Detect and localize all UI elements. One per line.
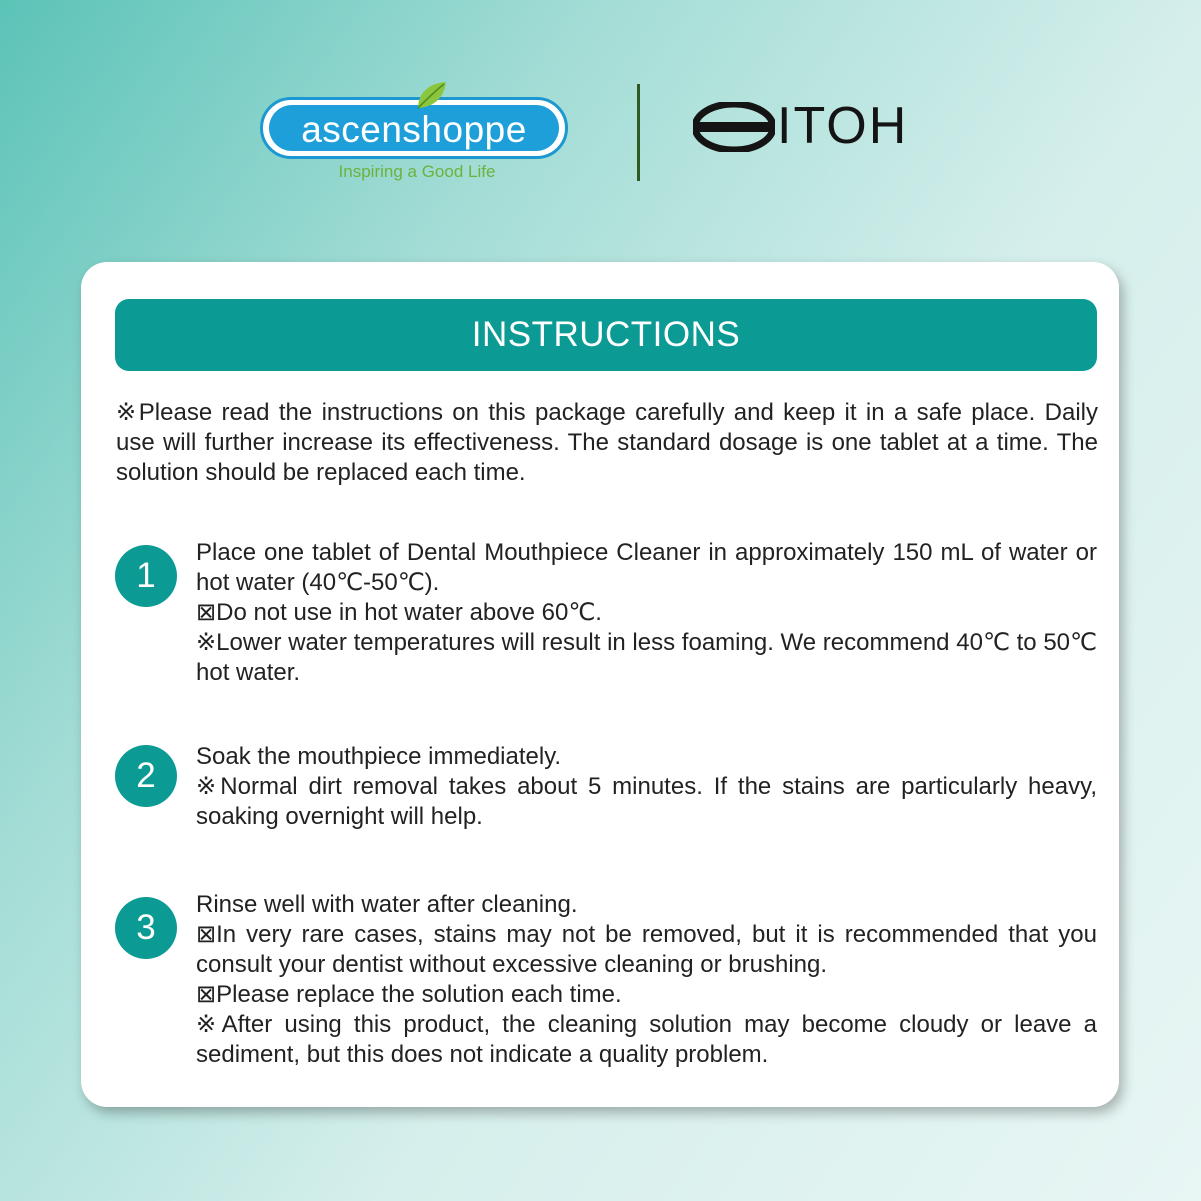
step-1-text: [196, 538, 1097, 688]
intro-text: ※Please read the instructions on this package carefully and keep it in a safe place. Daily use will further increase its effectiveness. The standard dosage is one tablet at a time. The solution should be replaced each time.: [116, 399, 1098, 486]
step-2-text: [196, 742, 1097, 832]
ascenshoppe-tagline: Inspiring a Good Life: [338, 162, 496, 181]
step-line: Place one tablet of Dental Mouthpiece Cleaner in approximately 150 mL of water or hot water (40℃-50℃).: [196, 539, 1097, 596]
step-line: Soak the mouthpiece immediately.: [196, 743, 562, 770]
step-line: ⊠Do not use in hot water above 60℃.: [196, 599, 602, 626]
step-number-badge: 1: [115, 545, 177, 607]
itoh-logo-text: ITOH: [777, 97, 909, 155]
step-line: ⊠In very rare cases, stains may not be removed, but it is recommended that you consult your dentist without excessive cleaning or brushing.: [196, 921, 1097, 978]
step-line: ※Lower water temperatures will result in less foaming. We recommend 40℃ to 50℃ hot water.: [196, 629, 1097, 686]
step-number-badge: 3: [115, 897, 177, 959]
itoh-emblem-icon: [693, 102, 775, 152]
ascenshoppe-logo: [258, 80, 576, 190]
leaf-icon: [414, 80, 448, 110]
step-line: ※After using this product, the cleaning solution may become cloudy or leave a sediment, but this does not indicate a quality problem.: [196, 1011, 1097, 1068]
step-number-badge: 2: [115, 745, 177, 807]
step-line: ※Normal dirt removal takes about 5 minutes. If the stains are particularly heavy, soaking overnight will help.: [196, 773, 1097, 830]
step-line: ⊠Please replace the solution each time.: [196, 981, 622, 1008]
itoh-logo: [693, 98, 943, 154]
logo-divider: [637, 84, 640, 181]
instructions-card: [81, 262, 1119, 1107]
step-3-text: [196, 890, 1097, 1070]
instructions-title: INSTRUCTIONS: [115, 299, 1097, 371]
intro-paragraph: [116, 398, 1098, 488]
ascenshoppe-logo-text: ascenshoppe: [301, 109, 527, 150]
step-line: Rinse well with water after cleaning.: [196, 891, 578, 918]
